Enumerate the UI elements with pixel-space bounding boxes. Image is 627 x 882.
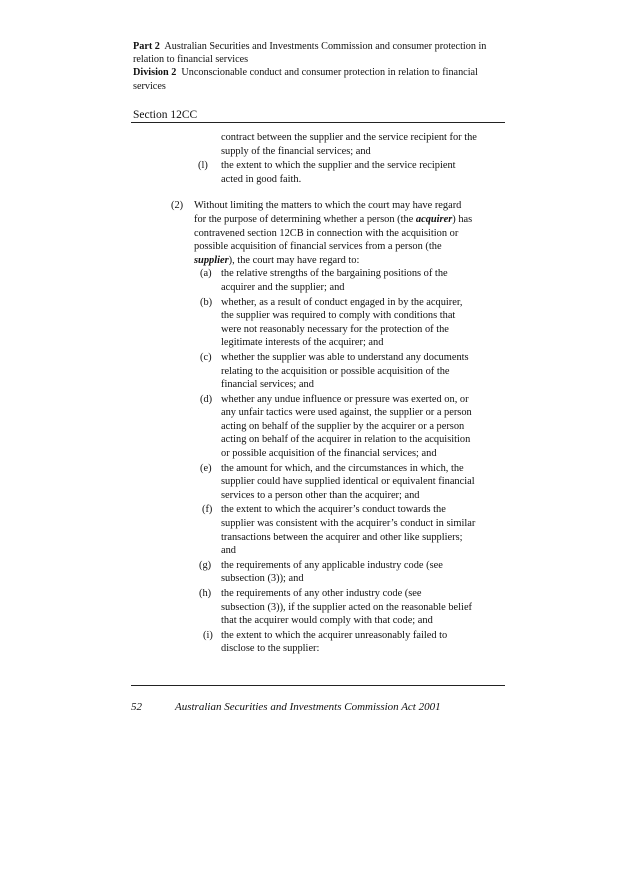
footer-rule <box>131 685 505 686</box>
paragraph-line: acting on behalf of the supplier by the acquirer or a person <box>221 420 465 432</box>
paragraph-line: supplier could have supplied identical or equivalent financial <box>221 476 475 488</box>
subsection-text: for the purpose of determining whether a person (the <box>194 213 416 225</box>
paragraph-line: whether any undue influence or pressure was exerted on, or <box>221 393 469 405</box>
paragraph-label: (h) <box>199 588 212 599</box>
paragraph-line: the extent to which the supplier and the service recipient <box>221 160 456 172</box>
paragraph-line: the supplier was required to comply with conditions that <box>221 310 456 322</box>
section-heading: Section 12CC <box>133 109 198 121</box>
paragraph-line: the relative strengths of the bargaining positions of the <box>221 268 448 280</box>
part-heading <box>133 40 513 53</box>
paragraph-line: acquirer and the supplier; and <box>221 281 345 293</box>
division-title-line2: services <box>133 80 166 92</box>
subsection-text: ) has <box>452 213 473 225</box>
paragraph-line: or possible acquisition of the financial services; and <box>221 448 437 460</box>
section-body <box>0 131 627 656</box>
paragraph-label: (b) <box>200 296 213 308</box>
paragraph-h <box>0 587 627 628</box>
paragraph-line: the amount for which, and the circumstances in which, the <box>221 462 464 474</box>
part-label: Part 2 <box>133 41 160 52</box>
paragraph-label: (e) <box>200 462 212 474</box>
paragraph-i <box>0 629 627 656</box>
paragraph-c <box>0 351 627 392</box>
paragraph-b <box>0 296 627 350</box>
paragraph-label: (f) <box>202 504 213 516</box>
paragraph-line: subsection (3)); and <box>221 573 304 585</box>
subsection-line: contravened section 12CB in connection with the acquisition or <box>194 227 459 239</box>
paragraph-label: (c) <box>200 351 212 363</box>
continued-line: supply of the financial services; and <box>221 145 371 157</box>
continued-line: contract between the supplier and the service recipient for the <box>221 132 477 143</box>
paragraph-line: legitimate interests of the acquirer; and <box>221 337 384 349</box>
paragraph-line: whether, as a result of conduct engaged in by the acquirer, <box>221 296 463 308</box>
subsection-2 <box>0 199 627 267</box>
paragraph-line: acted in good faith. <box>221 173 302 185</box>
paragraph-line: the extent to which the acquirer’s conduct towards the <box>221 504 446 516</box>
paragraph-label: (i) <box>203 629 213 641</box>
subsection-line: Without limiting the matters to which the court may have regard <box>194 200 462 212</box>
header-rule <box>131 122 505 123</box>
paragraph-line: were not reasonably necessary for the protection of the <box>221 323 449 335</box>
paragraph-label: (g) <box>199 559 212 571</box>
part-title-line2: relation to financial services <box>133 54 249 66</box>
paragraph-line: disclose to the supplier: <box>221 643 320 655</box>
act-title: Australian Securities and Investments Commission Act 2001 <box>175 701 441 713</box>
subsection-line <box>194 254 510 268</box>
paragraph-a <box>0 267 627 294</box>
division-heading <box>133 66 513 79</box>
paragraph-l <box>0 159 627 186</box>
paragraph-f <box>0 503 627 557</box>
subsection-text: ), the court may have regard to: <box>228 254 360 266</box>
subsection-line: possible acquisition of financial services from a person (the <box>194 241 442 253</box>
paragraph-line: whether the supplier was able to understand any documents <box>221 351 469 363</box>
defined-term-acquirer: acquirer <box>415 213 453 225</box>
paragraph-line: the requirements of any other industry code (see <box>221 588 422 599</box>
paragraph-line: and <box>221 545 237 557</box>
paragraph-line: subsection (3)), if the supplier acted on the reasonable belief <box>221 601 473 613</box>
paragraph-e <box>0 462 627 503</box>
division-label: Division 2 <box>133 67 177 79</box>
paragraph-line: financial services; and <box>221 379 314 391</box>
paragraph-label: (d) <box>200 393 213 405</box>
paragraph-label: (a) <box>200 268 212 280</box>
continued-paragraph <box>0 131 627 158</box>
paragraph-line: transactions between the acquirer and other like suppliers; <box>221 531 463 543</box>
paragraph-g <box>0 559 627 586</box>
defined-term-supplier: supplier <box>194 254 229 266</box>
paragraph-line: the extent to which the acquirer unreasonably failed to <box>221 629 448 641</box>
paragraph-line: supplier was consistent with the acquirer’s conduct in similar <box>221 518 476 530</box>
subsection-line <box>194 213 510 227</box>
paragraph-line: relating to the acquisition or possible acquisition of the <box>221 365 450 377</box>
paragraph-line: the requirements of any applicable industry code (see <box>221 559 443 571</box>
paragraph-line: that the acquirer would comply with that code; and <box>221 615 433 627</box>
paragraph-line: acting on behalf of the acquirer in relation to the acquisition <box>221 434 471 446</box>
division-title-line1: Unconscionable conduct and consumer protection in relation to financial <box>181 67 478 79</box>
running-header <box>133 40 513 93</box>
part-title-line1: Australian Securities and Investments Commission and consumer protection in <box>164 41 487 52</box>
paragraph-line: services to a person other than the acquirer; and <box>221 489 420 501</box>
page-number: 52 <box>131 701 142 713</box>
paragraph-d <box>0 393 627 461</box>
paragraph-label: (l) <box>198 160 208 172</box>
paragraph-line: any unfair tactics were used against, the supplier or a person <box>221 407 472 419</box>
subsection-label: (2) <box>171 200 184 212</box>
